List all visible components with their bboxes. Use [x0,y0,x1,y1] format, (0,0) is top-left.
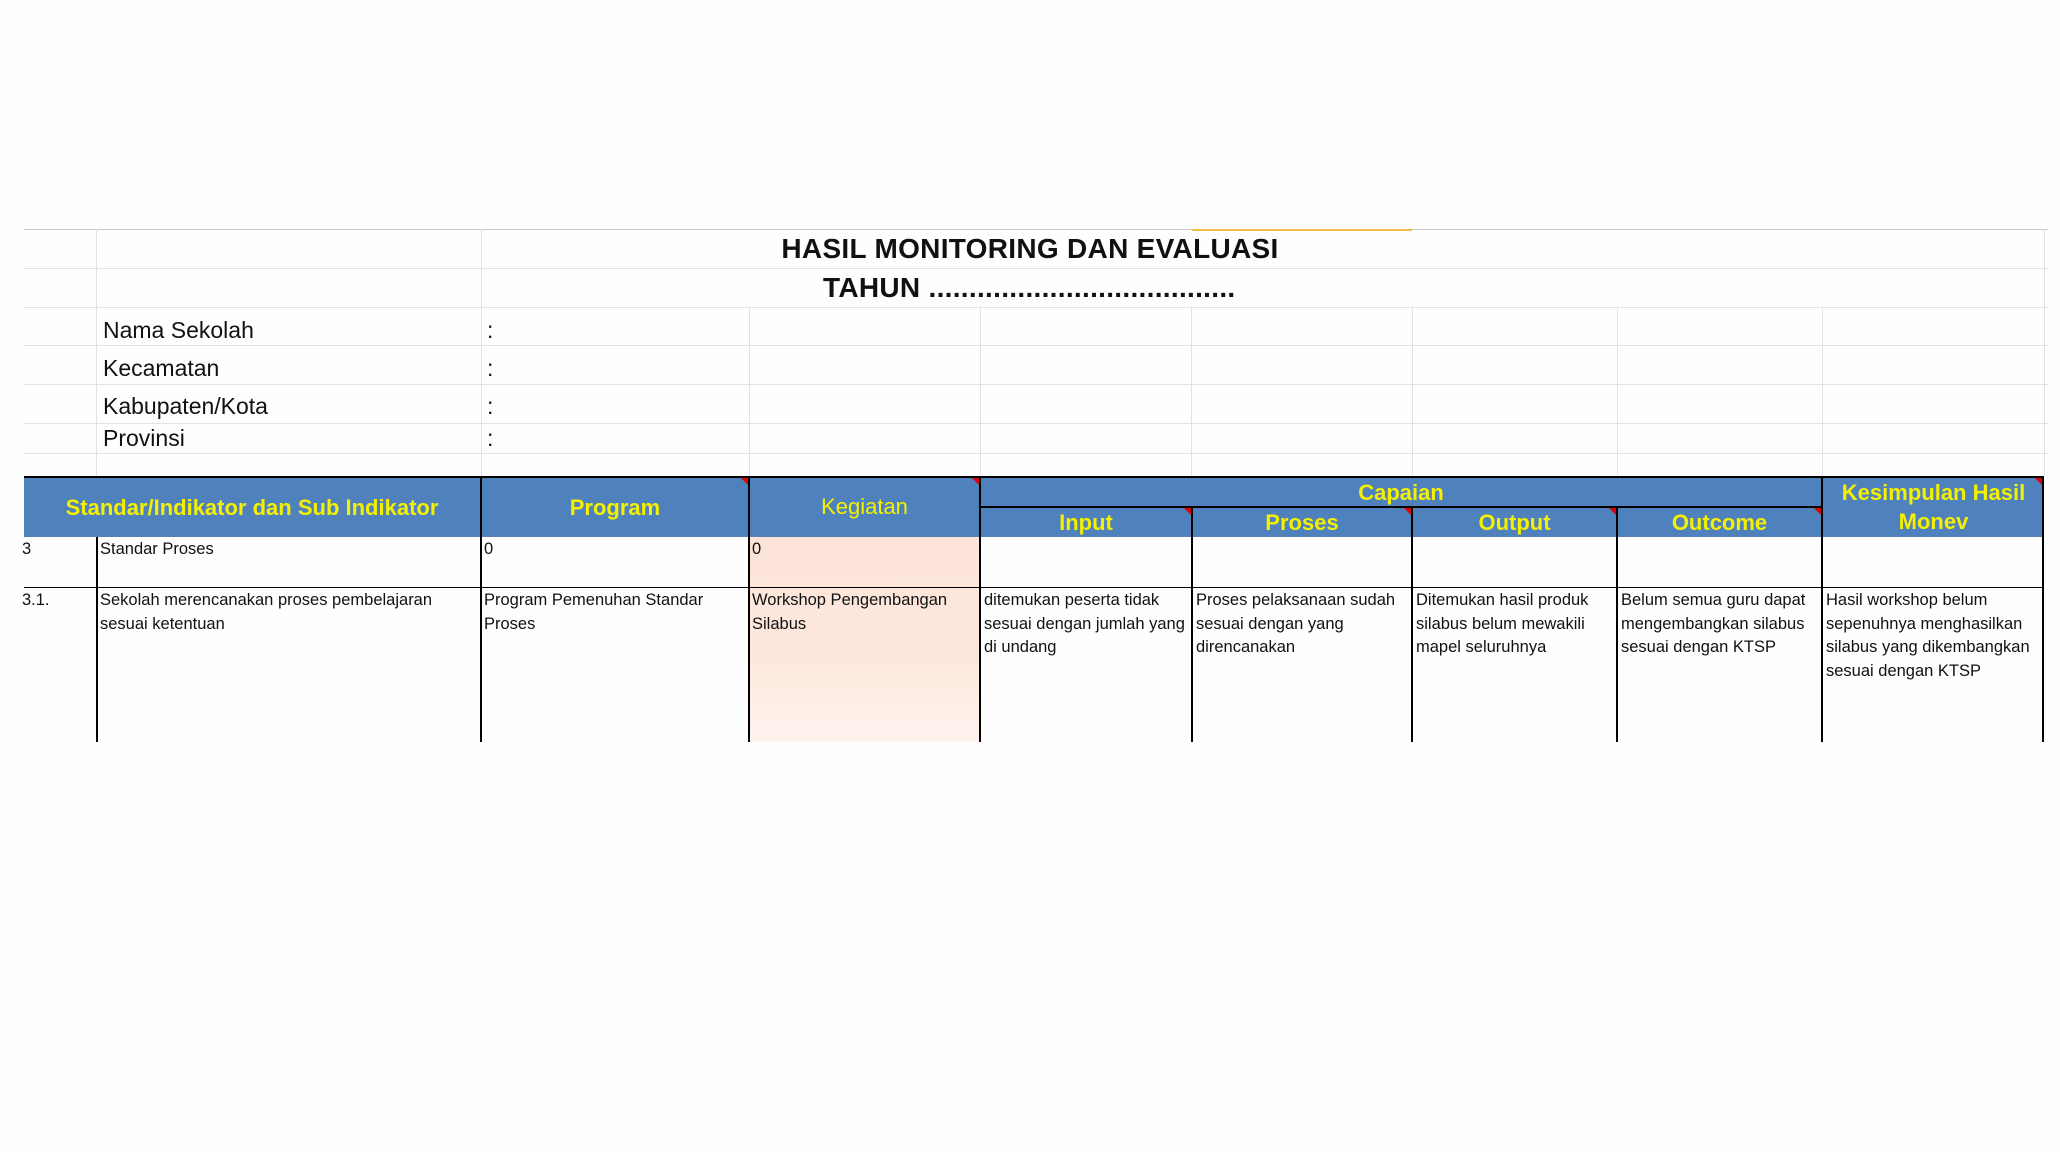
comment-marker-icon[interactable] [741,478,748,485]
border [2042,476,2044,537]
field-label-kabupaten-kota: Kabupaten/Kota [103,393,268,419]
border [96,537,98,742]
border [2042,537,2044,742]
field-colon: : [487,317,494,343]
table-cell-no[interactable]: 3 [22,540,32,558]
comment-marker-icon[interactable] [1184,508,1191,515]
table-cell-program[interactable]: Program Pemenuhan Standar Proses [484,591,708,633]
table-cell-kegiatan[interactable]: 0 [752,540,762,558]
border [979,537,981,742]
table-cell-outcome[interactable]: Belum semua guru dapat mengembangkan silabus sesuai dengan KTSP [1621,591,1810,656]
table-cell-input[interactable]: ditemukan peserta tidak sesuai dengan jumlah yang di undang [984,591,1190,656]
table-cell-no[interactable]: 3.1. [22,591,50,609]
field-label-provinsi: Provinsi [103,425,185,451]
gridline [24,384,2048,385]
report-year-line: TAHUN ...................................... [823,272,1236,303]
gridline [481,229,482,476]
comment-marker-icon[interactable] [1814,508,1821,515]
table-cell-kegiatan[interactable]: Workshop Pengembangan Silabus [752,591,952,633]
field-colon: : [487,355,494,381]
gridline [24,423,2048,424]
field-label-nama-sekolah: Nama Sekolah [103,317,254,343]
kegiatan-column-fill [750,537,980,742]
column-header-proses[interactable]: Proses [1265,509,1339,535]
report-title: HASIL MONITORING DAN EVALUASI [781,233,1279,264]
column-header-input[interactable]: Input [1059,509,1113,535]
comment-marker-icon[interactable] [1404,508,1411,515]
field-colon: : [487,393,494,419]
border [1821,537,1823,742]
column-header-kesimpulan[interactable]: Kesimpulan Hasil Monev [1841,480,2026,534]
border [1411,537,1413,742]
gridline [24,268,2048,269]
gridline [1822,307,1823,476]
gridline [96,229,97,476]
gridline [980,307,981,476]
gridline [24,229,2048,230]
border [1191,537,1193,742]
border [480,537,482,742]
table-cell-output[interactable]: Ditemukan hasil produk silabus belum mewakili mapel seluruhnya [1416,591,1594,656]
column-header-standar[interactable]: Standar/Indikator dan Sub Indikator [65,494,439,520]
column-header-program[interactable]: Program [569,494,661,520]
comment-marker-icon[interactable] [2035,478,2042,485]
table-cell-standar[interactable]: Sekolah merencanakan proses pembelajaran sesuai ketentuan [100,591,437,633]
table-cell-kesimpulan[interactable]: Hasil workshop belum sepenuhnya menghasilkan silabus yang dikembangkan sesuai dengan KTSP [1826,591,2035,680]
comment-marker-icon[interactable] [972,478,979,485]
table-cell-standar[interactable]: Standar Proses [100,540,214,558]
column-header-capaian[interactable]: Capaian [1358,479,1444,505]
column-header-output[interactable]: Output [1478,509,1551,535]
gridline [1412,307,1413,476]
gridline [24,307,2048,308]
gridline [1191,307,1192,476]
field-colon: : [487,425,494,451]
border [748,537,750,742]
gridline [2044,229,2045,476]
column-header-kegiatan[interactable]: Kegiatan [821,493,908,519]
table-cell-proses[interactable]: Proses pelaksanaan sudah sesuai dengan yang direncanakan [1196,591,1400,656]
border [24,587,2044,588]
border [1616,537,1618,742]
gridline [1617,307,1618,476]
border [1821,476,1823,537]
table-cell-program[interactable]: 0 [484,540,494,558]
field-label-kecamatan: Kecamatan [103,355,220,381]
column-header-outcome[interactable]: Outcome [1671,509,1768,535]
comment-marker-icon[interactable] [1609,508,1616,515]
gridline [24,453,2048,454]
selected-cell-border [1192,229,1412,231]
gridline [749,307,750,476]
gridline [24,345,2048,346]
